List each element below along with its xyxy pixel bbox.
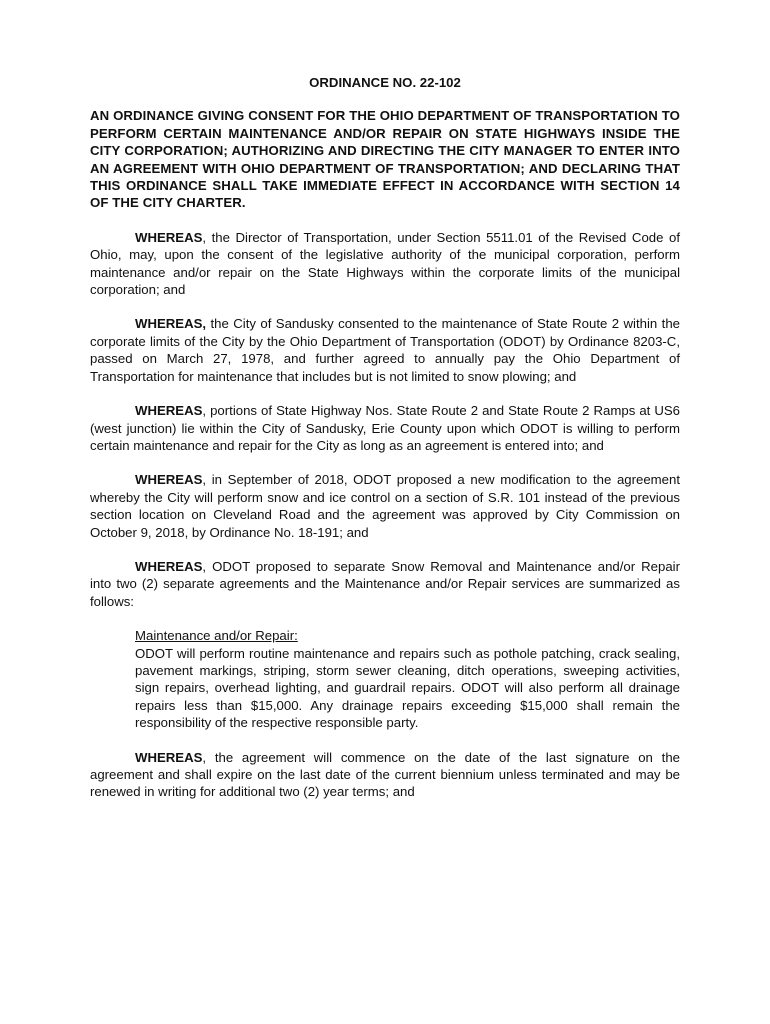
ordinance-number-title: ORDINANCE NO. 22-102 xyxy=(309,75,461,90)
whereas-paragraph-5 xyxy=(90,558,680,610)
summary-heading: Maintenance and/or Repair: xyxy=(135,628,298,644)
whereas-lead: WHEREAS xyxy=(135,229,203,245)
whereas-text: the City of Sandusky consented to the maintenance of State Route 2 within the corporate limits of the City by the Ohio Department of Transportation (ODOT) by Ordinance 8203-C, passed on March 27, 1978, and further agreed to annually pay the Ohio Department of Transportation for maintenance that includes but is not limited to snow plowing; and xyxy=(90,316,680,384)
whereas-paragraph-4 xyxy=(90,471,680,541)
whereas-paragraph-1 xyxy=(90,229,680,299)
whereas-text: , ODOT proposed to separate Snow Removal and Maintenance and/or Repair into two (2) separate agreements and the Maintenance and/or Repair services are summarized as follows: xyxy=(90,558,680,609)
whereas-lead: WHEREAS xyxy=(135,558,203,574)
maintenance-summary xyxy=(135,627,680,731)
whereas-text: , the Director of Transportation, under Section 5511.01 of the Revised Code of Ohio, may, upon the consent of the legislative authority of the municipal corporation, perform maintenance and/or repair on the State Highways within the corporate limits of the municipal corporation; and xyxy=(90,229,680,298)
whereas-lead: WHEREAS xyxy=(135,749,203,765)
whereas-text: , portions of State Highway Nos. State Route 2 and State Route 2 Ramps at US6 (west junction) lie within the City of Sandusky, Erie County upon which ODOT is willing to perform certain maintenance and repair for the City as long as an agreement is entered into; and xyxy=(90,403,680,453)
ordinance-caption: AN ORDINANCE GIVING CONSENT FOR THE OHIO DEPARTMENT OF TRANSPORTATION TO PERFORM CERTAIN MAINTENANCE AND/OR REPAIR ON STATE HIGHWAYS INSIDE THE CITY CORPORATION; AUTHORIZING AND DIRECTING THE CITY MANAGER TO ENTER INTO AN AGREEMENT WITH OHIO DEPARTMENT OF TRANSPORTATION; AND DECLARING THAT THIS ORDINANCE SHALL TAKE IMMEDIATE EFFECT IN ACCORDANCE WITH SECTION 14 OF THE CITY CHARTER. xyxy=(90,108,680,211)
whereas-text: , in September of 2018, ODOT proposed a new modification to the agreement whereby the City will perform snow and ice control on a section of S.R. 101 instead of the previous section location on Cleveland Road and the agreement was approved by City Commission on October 9, 2018, by Ordinance No. 18-191; and xyxy=(90,472,680,540)
whereas-paragraph-3 xyxy=(90,402,680,454)
whereas-paragraph-6 xyxy=(90,749,680,801)
whereas-lead: WHEREAS xyxy=(135,472,203,488)
whereas-text: , the agreement will commence on the date of the last signature on the agreement and shall expire on the last date of the current biennium unless terminated and may be renewed in writing for additional two (2) year terms; and xyxy=(90,749,680,800)
summary-text: ODOT will perform routine maintenance and repairs such as pothole patching, crack sealing, pavement markings, striping, storm sewer cleaning, ditch operations, sweeping activities, sign repairs, overhead lighting, and guardrail repairs. ODOT will also perform all drainage repairs less than $15,000. Any drainage repairs exceeding $15,000 shall remain the responsibility of the respective responsible party. xyxy=(135,645,680,731)
whereas-lead: WHEREAS xyxy=(135,403,203,419)
whereas-lead: WHEREAS, xyxy=(135,316,207,332)
whereas-paragraph-2 xyxy=(90,315,680,385)
